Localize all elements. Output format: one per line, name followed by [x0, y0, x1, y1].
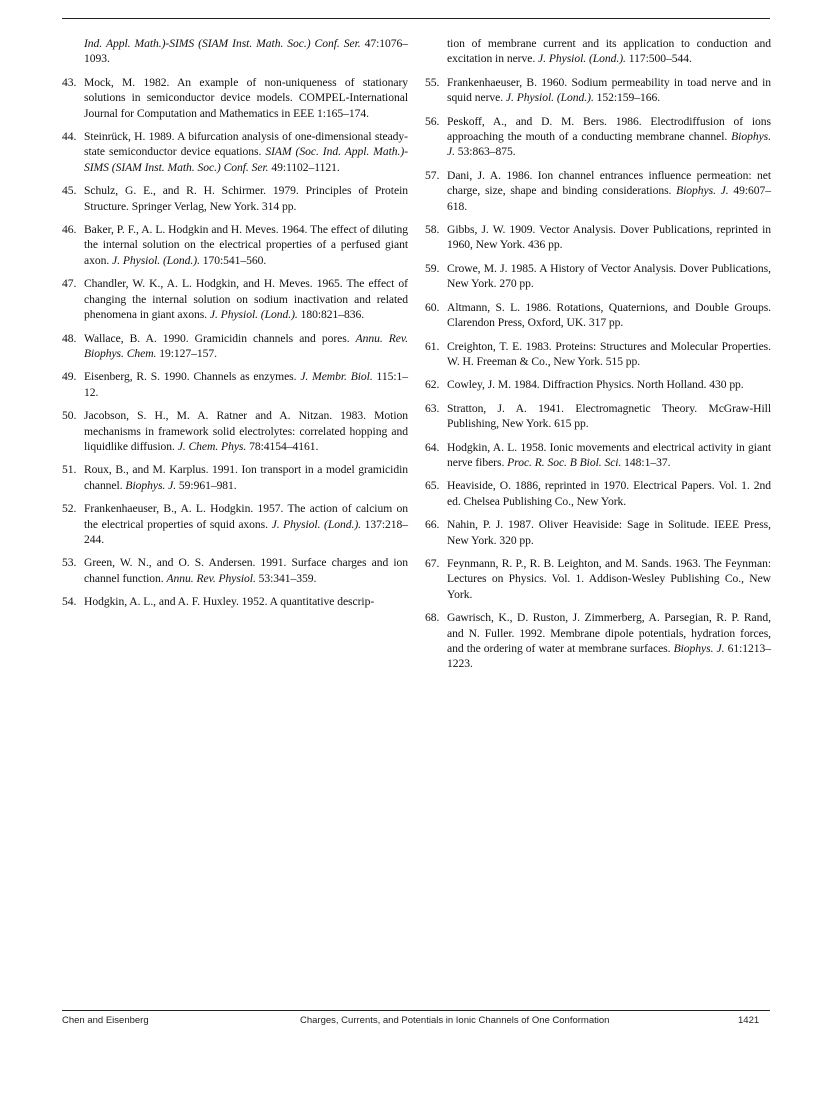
reference-number: 43. [62, 75, 77, 89]
reference-text: Hodgkin, A. L. 1958. Ionic movements and electrical activity in giant nerve fibers. [447, 440, 771, 469]
reference-number: 60. [425, 300, 440, 314]
reference-text: Wallace, B. A. 1990. Gramicidin channels and pores. [84, 331, 356, 345]
reference-number: 55. [425, 75, 440, 89]
reference-text: 53:341–359. [255, 571, 317, 585]
reference-text: 19:127–157. [156, 346, 217, 360]
reference-number: 62. [425, 378, 440, 392]
journal-name: J. Membr. Biol. [300, 370, 373, 384]
reference-text: Hodgkin, A. L., and A. F. Huxley. 1952. A quantitative descrip- [84, 595, 375, 609]
journal-name: Biophys. J. [125, 478, 177, 492]
reference-entry [425, 377, 771, 392]
journal-name: SIAM (Soc. Ind. Appl. Math.)-SIMS (SIAM Inst. Math. Soc.) Conf. Ser. [84, 145, 409, 174]
reference-entry [425, 300, 771, 331]
reference-number: 46. [62, 223, 77, 237]
reference-entry [425, 517, 771, 548]
journal-name: Annu. Rev. Biophys. Chem. [84, 331, 408, 360]
reference-text: Altmann, S. L. 1986. Rotations, Quaternions, and Double Groups. Clarendon Press, Oxford, UK. 317 pp. [447, 300, 771, 330]
references-left-column [62, 36, 408, 618]
journal-name: Ind. Appl. Math.)-SIMS (SIAM Inst. Math. Soc.) Conf. Ser. [84, 37, 361, 50]
reference-text: Schulz, G. E., and R. H. Schirmer. 1979. Principles of Protein Structure. Springer Verlag, New York. 314 pp. [84, 184, 408, 213]
reference-number: 65. [425, 479, 440, 493]
reference-number: 49. [62, 370, 77, 384]
reference-text: 170:541–560. [199, 253, 267, 267]
reference-text: Green, W. N., and O. S. Andersen. 1991. Surface charges and ion channel function. [84, 556, 408, 585]
journal-name: Biophys. J. [676, 184, 729, 198]
reference-entry [62, 501, 408, 547]
reference-entry [425, 610, 771, 672]
page-number: 1421 [738, 1015, 760, 1026]
reference-text: 49:1102–1121. [268, 160, 340, 174]
reference-number: 44. [62, 130, 77, 144]
reference-text: Heaviside, O. 1886, reprinted in 1970. Electrical Papers. Vol. 1. 2nd ed. Chelsea Publishing Co., New York. [447, 479, 771, 508]
reference-text: Nahin, P. J. 1987. Oliver Heaviside: Sage in Solitude. IEEE Press, New York. 320 pp. [447, 518, 771, 547]
reference-text: 78:4154–4161. [246, 439, 319, 453]
reference-entry [425, 36, 771, 67]
reference-text: 115:1–12. [84, 370, 408, 399]
journal-name: J. Physiol. (Lond.). [271, 517, 361, 531]
reference-text: Frankenhaeuser, B. 1960. Sodium permeability in toad nerve and in squid nerve. [447, 75, 771, 105]
reference-number: 56. [425, 114, 440, 128]
reference-text: 180:821–836. [297, 308, 365, 322]
footer-article-title: Charges, Currents, and Potentials in Ionic Channels of One Conformation [300, 1015, 610, 1026]
reference-number: 45. [62, 184, 77, 198]
reference-number: 50. [62, 409, 77, 423]
reference-entry [425, 478, 771, 509]
reference-number: 47. [62, 277, 77, 291]
reference-text: Frankenhaeuser, B., A. L. Hodgkin. 1957. The action of calcium on the electrical properties of squid axons. [84, 502, 408, 531]
journal-name: Biophys. J. [447, 130, 771, 159]
reference-entry [62, 462, 408, 493]
reference-text: Jacobson, S. H., M. A. Ratner and A. Nitzan. 1983. Motion mechanisms in framework solid electrolytes: correlated hopping and liquidlike diffusion. [84, 409, 408, 453]
reference-entry [62, 408, 408, 454]
reference-text: 117:500–544. [625, 52, 692, 66]
reference-number: 57. [425, 168, 440, 182]
reference-entry [425, 75, 771, 106]
journal-name: Biophys. J. [673, 642, 725, 655]
reference-text: Gibbs, J. W. 1909. Vector Analysis. Dover Publications, reprinted in 1960, New York. 436 pp. [447, 223, 771, 252]
reference-text: Cowley, J. M. 1984. Diffraction Physics. North Holland. 430 pp. [447, 378, 744, 392]
reference-text: Mock, M. 1982. An example of non-uniqueness of stationary solutions in semiconductor device models. COMPEL-International Journal for Computation and Mathematics in EEE 1:165–174. [84, 75, 408, 120]
journal-name: J. Physiol. (Lond.). [209, 308, 298, 322]
reference-entry [62, 129, 408, 175]
reference-entry [62, 183, 408, 214]
reference-number: 67. [425, 556, 440, 570]
reference-entry [62, 555, 408, 586]
reference-number: 59. [425, 261, 440, 275]
reference-entry [425, 222, 771, 253]
reference-number: 48. [62, 331, 77, 345]
reference-entry [62, 331, 408, 362]
reference-number: 53. [62, 556, 77, 570]
reference-entry [62, 75, 408, 121]
reference-entry [62, 222, 408, 268]
reference-entry [62, 36, 408, 67]
reference-text: Chandler, W. K., A. L. Hodgkin, and H. Meves. 1965. The effect of changing the internal solution on sodium inactivation and related phenomena in giant axons. [84, 277, 408, 322]
reference-text: 152:159–166. [593, 91, 661, 105]
reference-text: Crowe, M. J. 1985. A History of Vector Analysis. Dover Publications, New York. 270 pp. [447, 261, 771, 291]
reference-text: Stratton, J. A. 1941. Electromagnetic Theory. McGraw-Hill Publishing, New York. 615 pp. [447, 401, 771, 431]
reference-number: 61. [425, 339, 440, 353]
reference-entry [62, 594, 408, 609]
reference-entry [425, 168, 771, 214]
reference-text: tion of membrane current and its application to conduction and excitation in nerve. [447, 37, 771, 66]
reference-entry [425, 440, 771, 471]
journal-name: J. Physiol. (Lond.). [505, 91, 594, 105]
reference-entry [425, 556, 771, 602]
references-right-column [425, 36, 771, 680]
reference-text: Steinrück, H. 1989. A bifurcation analysis of one-dimensional steady-state semiconductor device equations. [84, 130, 408, 159]
reference-number: 54. [62, 595, 77, 609]
reference-text: Roux, B., and M. Karplus. 1991. Ion transport in a model gramicidin channel. [84, 463, 408, 492]
reference-entry [62, 369, 408, 400]
reference-text: Peskoff, A., and D. M. Bers. 1986. Electrodiffusion of ions approaching the mouth of a conducting membrane channel. [447, 114, 771, 144]
reference-text: 61:1213–1223. [447, 642, 772, 671]
journal-name: Annu. Rev. Physiol. [166, 571, 256, 585]
reference-number: 66. [425, 518, 440, 532]
top-rule [62, 18, 770, 19]
reference-text: Feynmann, R. P., R. B. Leighton, and M. Sands. 1963. The Feynman: Lectures on Physics. Vol. 1. Addison-Wesley Publishing Co., New York. [447, 556, 771, 601]
reference-entry [425, 339, 771, 370]
reference-text: 53:863–875. [454, 145, 516, 159]
footer-authors: Chen and Eisenberg [62, 1015, 149, 1026]
reference-text: Eisenberg, R. S. 1990. Channels as enzymes. [84, 370, 301, 384]
reference-text: Baker, P. F., A. L. Hodgkin and H. Meves. 1964. The effect of diluting the internal solution on the electrical properties of a perfused giant axon. [84, 223, 408, 267]
reference-entry [425, 114, 771, 160]
reference-number: 64. [425, 440, 440, 454]
journal-name: J. Chem. Phys. [177, 439, 247, 453]
reference-number: 51. [62, 463, 77, 477]
reference-number: 68. [425, 611, 440, 625]
reference-entry [62, 276, 408, 322]
journal-name: J. Physiol. (Lond.). [538, 52, 626, 66]
reference-number: 58. [425, 223, 440, 237]
reference-text: 137:218–244. [84, 517, 409, 546]
reference-text: 49:607–618. [447, 184, 771, 213]
reference-text: Creighton, T. E. 1983. Proteins: Structures and Molecular Properties. W. H. Freeman & Co., New York. 515 pp. [447, 339, 771, 368]
reference-text: Gawrisch, K., D. Ruston, J. Zimmerberg, A. Parsegian, R. P. Rand, and N. Fuller. 1992. Membrane dipole potentials, hydration forces, and the ordering of water at membrane surfaces. [447, 611, 771, 655]
footer-rule [62, 1010, 770, 1011]
reference-number: 52. [62, 502, 77, 516]
reference-text: Dani, J. A. 1986. Ion channel entrances influence permeation: net charge, size, shape and binding considerations. [447, 168, 771, 198]
journal-name: J. Physiol. (Lond.). [112, 253, 200, 267]
reference-text: 59:961–981. [176, 478, 237, 492]
reference-text: 148:1–37. [621, 455, 671, 469]
reference-entry [425, 401, 771, 432]
journal-name: Proc. R. Soc. B Biol. Sci. [507, 455, 622, 469]
reference-text: 47:1076–1093. [84, 37, 408, 66]
reference-number: 63. [425, 401, 440, 415]
reference-entry [425, 261, 771, 292]
